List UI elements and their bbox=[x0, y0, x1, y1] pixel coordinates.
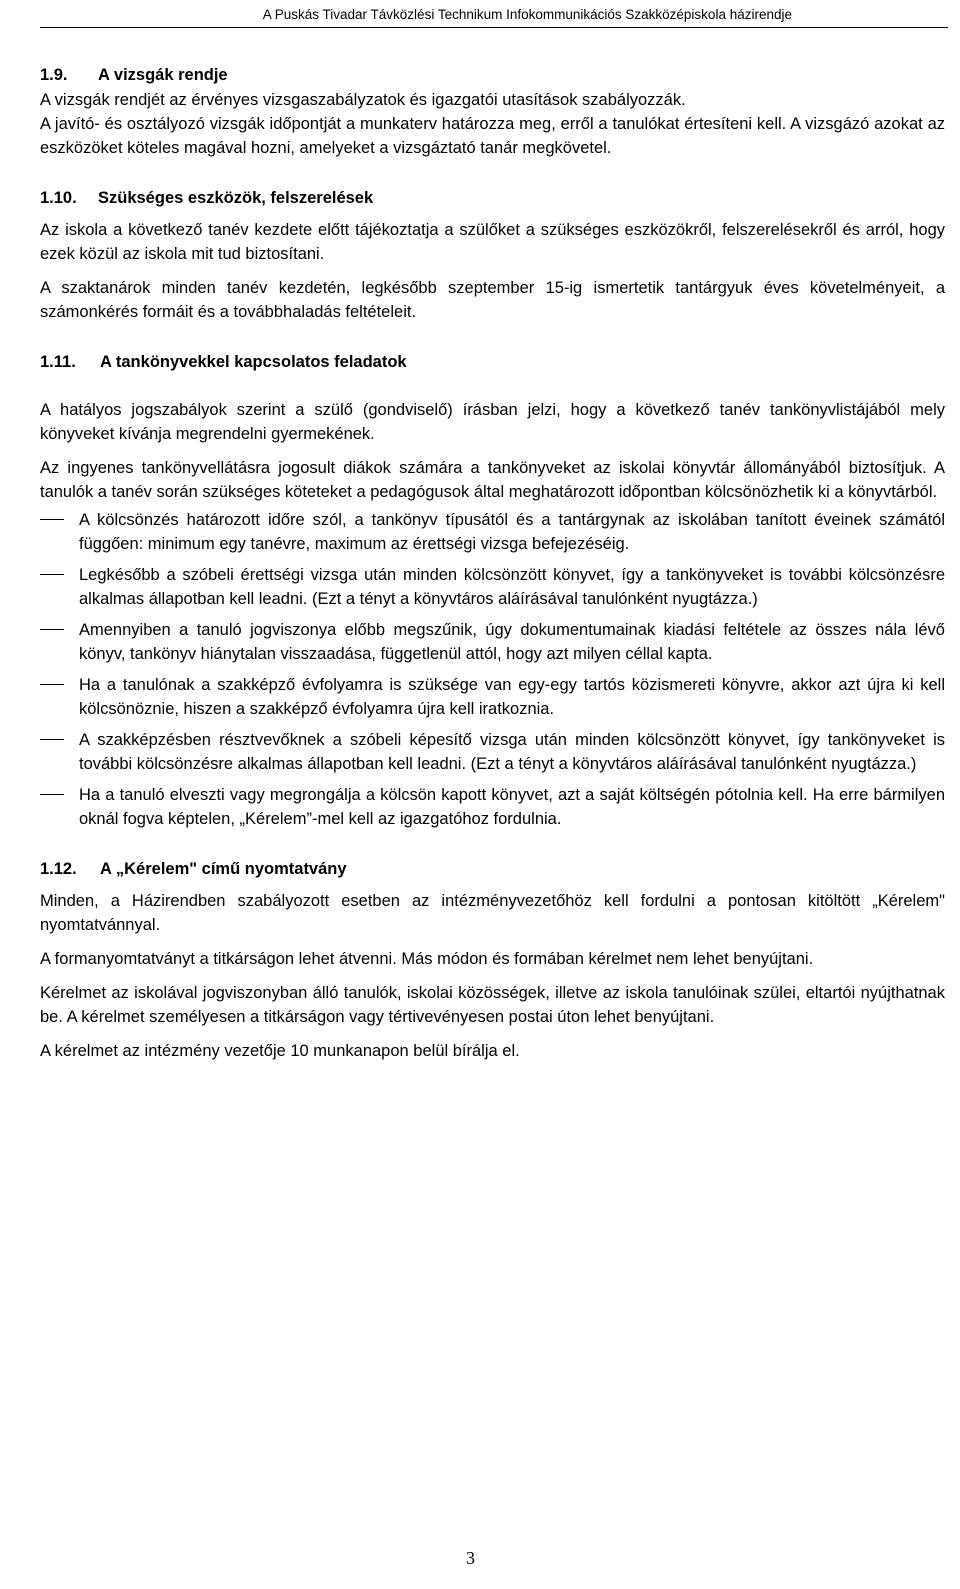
list-item-text: A szakképzésben résztvevőknek a szóbeli képesítő vizsga után minden kölcsönzött könyvet, így tankönyveket is további kölcsönzésre alkalmas állapotban kell leadni. (Ezt a tényt a könyvtáros aláírásával tanulónként nyugtázza.) bbox=[79, 731, 945, 773]
dash-bullet bbox=[40, 794, 64, 795]
dash-bullet bbox=[40, 574, 64, 575]
paragraph: A formanyomtatványt a titkárságon lehet átvenni. Más módon és formában kérelmet nem lehet benyújtani. bbox=[40, 950, 814, 968]
list-item bbox=[40, 728, 945, 776]
section-1-12 bbox=[40, 857, 945, 1063]
paragraph: Az iskola a következő tanév kezdete előtt tájékoztatja a szülőket a szükséges eszközökről, felszerelésekről és arról, hogy ezek közül az iskola mit tud biztosítani. bbox=[40, 221, 945, 263]
page-number: 3 bbox=[466, 1548, 475, 1568]
section-number: 1.12. bbox=[40, 860, 77, 878]
section-number: 1.10. bbox=[40, 189, 77, 207]
list-item bbox=[40, 508, 945, 556]
list-item-text: A kölcsönzés határozott időre szól, a tankönyv típusától és a tantárgynak az iskolában tanított éveinek számától függően: minimum egy tanévre, maximum az érettségi vizsga befejezéséig. bbox=[79, 511, 945, 553]
section-heading bbox=[40, 63, 945, 87]
section-1-9 bbox=[40, 63, 945, 160]
list-item-text: Legkésőbb a szóbeli érettségi vizsga után minden kölcsönzött könyvet, így a tankönyveket is további kölcsönzésre alkalmas állapotban kell leadni. (Ezt a tényt a könyvtáros aláírásával tanulónként nyugtázza.) bbox=[79, 566, 945, 608]
section-1-11 bbox=[40, 350, 945, 831]
list-item bbox=[40, 618, 945, 666]
paragraph: A kérelmet az intézmény vezetője 10 munkanapon belül bírálja el. bbox=[40, 1042, 520, 1060]
running-header: A Puskás Tivadar Távközlési Technikum Infokommunikációs Szakközépiskola házirendje bbox=[262, 7, 792, 22]
section-number: 1.11. bbox=[40, 353, 76, 371]
spacer bbox=[40, 375, 945, 398]
section-1-10 bbox=[40, 186, 945, 324]
dash-list bbox=[40, 508, 945, 831]
section-number: 1.9. bbox=[40, 66, 68, 84]
paragraph: A szaktanárok minden tanév kezdetén, legkésőbb szeptember 15-ig ismertetik tantárgyuk éves követelményeit, a számonkérés formáit és a továbbhaladás feltételeit. bbox=[40, 279, 945, 321]
section-heading bbox=[40, 857, 945, 881]
paragraph: Az ingyenes tankönyvellátásra jogosult diákok számára a tankönyveket az iskolai könyvtár állományából biztosítjuk. A tanulók a tanév során szükséges köteteket a pedagógusok által meghatározott időpontban kölcsönözhetik ki a könyvtárból. bbox=[40, 459, 945, 501]
section-title: A tankönyvekkel kapcsolatos feladatok bbox=[100, 353, 407, 371]
section-heading bbox=[40, 186, 945, 210]
dash-bullet bbox=[40, 684, 64, 685]
dash-bullet bbox=[40, 739, 64, 740]
list-item-text: Amennyiben a tanuló jogviszonya előbb megszűnik, úgy dokumentumainak kiadási feltétele az összes nála lévő könyv, tankönyv hiánytalan visszaadása, függetlenül attól, hogy azt milyen céllal kapta. bbox=[79, 621, 945, 663]
paragraph: A hatályos jogszabályok szerint a szülő (gondviselő) írásban jelzi, hogy a következő tanév tankönyvlistájából mely könyveket kívánja megrendelni gyermekének. bbox=[40, 401, 945, 443]
dash-bullet bbox=[40, 519, 64, 520]
paragraph: A vizsgák rendjét az érvényes vizsgaszabályzatok és igazgatói utasítások szabályozzák. bbox=[40, 91, 686, 109]
paragraph: Kérelmet az iskolával jogviszonyban álló tanulók, iskolai közösségek, illetve az iskola tanulóinak szülei, eltartói nyújthatnak be. A kérelmet személyesen a titkárságon vagy tértivevényesen postai úton lehet benyújtani. bbox=[40, 984, 945, 1026]
list-item-text: Ha a tanuló elveszti vagy megrongálja a kölcsön kapott könyvet, azt a saját költségén pótolnia kell. Ha erre bármilyen oknál fogva képtelen, „Kérelem”-mel kell az igazgatóhoz fordulnia. bbox=[79, 786, 945, 828]
dash-bullet bbox=[40, 629, 64, 630]
paragraph: Minden, a Házirendben szabályozott esetben az intézményvezetőhöz kell fordulni a pontosan kitöltött „Kérelem" nyomtatvánnyal. bbox=[40, 892, 945, 934]
list-item bbox=[40, 673, 945, 721]
list-item-text: Ha a tanulónak a szakképző évfolyamra is szüksége van egy-egy tartós közismereti könyvre, akkor azt újra ki kell kölcsönöznie, hiszen a szakképző évfolyamra újra kell iratkoznia. bbox=[79, 676, 945, 718]
header-rule bbox=[40, 27, 948, 28]
list-item bbox=[40, 783, 945, 831]
document-body bbox=[40, 63, 945, 1087]
section-title: A „Kérelem" című nyomtatvány bbox=[100, 860, 347, 878]
section-title: A vizsgák rendje bbox=[98, 66, 228, 84]
section-title: Szükséges eszközök, felszerelések bbox=[98, 189, 374, 207]
list-item bbox=[40, 563, 945, 611]
paragraph: A javító- és osztályozó vizsgák időpontját a munkaterv határozza meg, erről a tanulókat értesíteni kell. A vizsgázó azokat az eszközöket köteles magával hozni, amelyeket a vizsgáztató tanár megkövetel. bbox=[40, 115, 945, 157]
section-heading bbox=[40, 350, 945, 374]
